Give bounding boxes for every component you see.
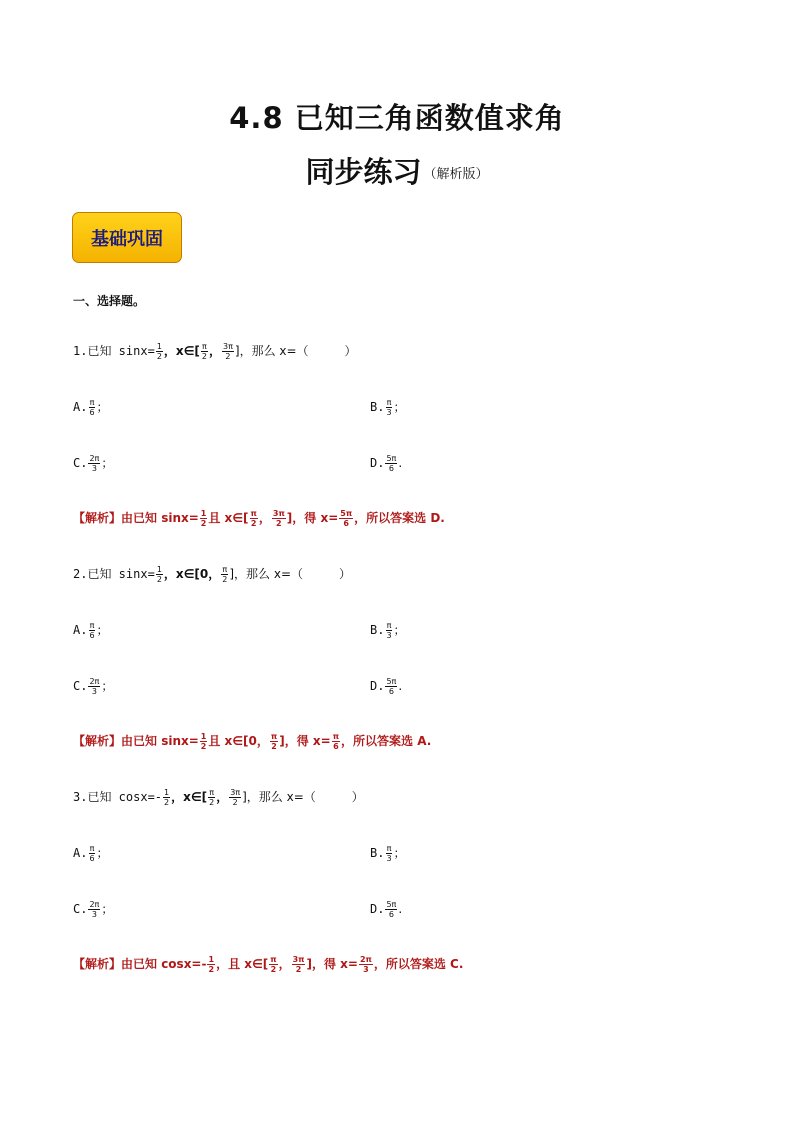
q3-value-fraction: $\frac{1}{2}$ xyxy=(164,788,170,807)
subtitle-main: 同步练习 xyxy=(305,155,422,189)
q1-option-b: B. $\frac{\pi}{3}$ ； xyxy=(370,398,406,417)
q1-tail: ]，那么 x=（ ） xyxy=(234,344,357,358)
badge-label: 基础巩固 xyxy=(91,228,163,250)
section-heading: 一、选择题。 xyxy=(73,294,146,308)
section-badge xyxy=(72,212,182,263)
q1-lower-fraction: $\frac{\pi}{2}$ xyxy=(201,342,207,361)
subtitle-note: （解析版） xyxy=(423,167,489,182)
q2-option-c: C. $\frac{2\pi}{3}$ ； xyxy=(73,677,114,696)
q2-upper-fraction: $\frac{\pi}{2}$ xyxy=(222,565,228,584)
q2-option-b: B. $\frac{\pi}{3}$ ； xyxy=(370,621,406,640)
q1-answer: 【解析】由已知 sinx= $\frac{1}{2}$ 且 x∈[ $\frac{\pi}{2}$ ， $\frac{3\pi}{2}$ ]，得 x= $\frac{5\pi}{6}$ ，所以答案选 D. xyxy=(73,509,445,528)
q2-value-fraction: $\frac{1}{2}$ xyxy=(156,565,162,584)
question-3: 3.已知 cosx=- $\frac{1}{2}$ ，x∈[ $\frac{\pi}{2}$ ， $\frac{3\pi}{2}$ ]，那么 x=（ ） xyxy=(73,788,364,807)
q2-option-d: D. $\frac{5\pi}{6}$ . xyxy=(370,677,403,696)
q1-interval-open: ，x∈[ xyxy=(163,344,200,358)
q2-answer: 【解析】由已知 sinx= $\frac{1}{2}$ 且 x∈[0， $\frac{\pi}{2}$ ]，得 x= $\frac{\pi}{6}$ ，所以答案选 A. xyxy=(73,732,432,751)
q3-option-a: A. $\frac{\pi}{6}$ ； xyxy=(73,844,109,863)
q3-upper-fraction: $\frac{3\pi}{2}$ xyxy=(230,788,241,807)
q3-lower-fraction: $\frac{\pi}{2}$ xyxy=(209,788,215,807)
document-title: 4.8 已知三角函数值求角 xyxy=(229,101,565,135)
q3-option-d: D. $\frac{5\pi}{6}$ . xyxy=(370,900,403,919)
q1-prefix: 1.已知 sinx= xyxy=(73,344,155,358)
q1-upper-fraction: $\frac{3\pi}{2}$ xyxy=(223,342,233,361)
document-subtitle xyxy=(0,150,794,191)
q1-option-a: A. $\frac{\pi}{6}$ ； xyxy=(73,398,109,417)
q2-option-a: A. $\frac{\pi}{6}$ ； xyxy=(73,621,109,640)
q1-option-d: D. $\frac{5\pi}{6}$ . xyxy=(370,454,403,473)
q3-answer: 【解析】由已知 cosx=- $\frac{1}{2}$ ，且 x∈[ $\frac{\pi}{2}$ ， $\frac{3\pi}{2}$ ]，得 x= $\frac{2\pi}{3}$ ，所以答案选 C. xyxy=(73,955,464,974)
q1-value-fraction: $\frac{1}{2}$ xyxy=(156,342,162,361)
question-1: 1.已知 sinx= $\frac{1}{2}$ ，x∈[ $\frac{\pi}{2}$ ， $\frac{3\pi}{2}$ ]，那么 x=（ ） xyxy=(73,342,357,361)
q3-option-c: C. $\frac{2\pi}{3}$ ； xyxy=(73,900,114,919)
question-2: 2.已知 sinx= $\frac{1}{2}$ ，x∈[0， $\frac{\pi}{2}$ ]，那么 x=（ ） xyxy=(73,565,351,584)
q3-option-b: B. $\frac{\pi}{3}$ ； xyxy=(370,844,406,863)
q1-option-c: C. $\frac{2\pi}{3}$ ； xyxy=(73,454,114,473)
